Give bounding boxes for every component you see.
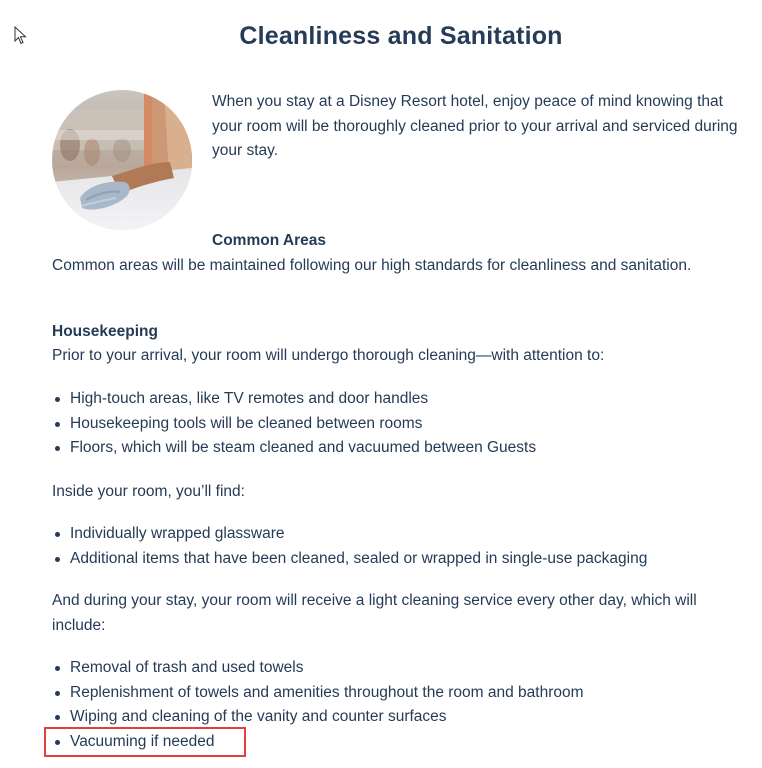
housekeeping-list (52, 387, 536, 461)
list-item: Individually wrapped glassware (52, 522, 647, 547)
bullet-icon (55, 422, 60, 427)
housekeeping-intro: Prior to your arrival, your room will undergo thorough cleaning—with attention to: (52, 347, 605, 364)
highlight-box (44, 727, 246, 757)
list-item: Removal of trash and used towels (52, 656, 584, 681)
bullet-icon (55, 397, 60, 402)
list-item: Additional items that have been cleaned, sealed or wrapped in single-use packaging (52, 547, 647, 572)
common-areas-text: Common areas will be maintained following our high standards for cleanliness and sanitation. (52, 257, 692, 274)
room-items-list (52, 522, 647, 571)
bullet-icon (55, 446, 60, 451)
intro-text: When you stay at a Disney Resort hotel, enjoy peace of mind knowing that your room will be thoroughly cleaned prior to your arrival and serviced during your stay. (212, 93, 738, 159)
bullet-icon (55, 715, 60, 720)
light-cleaning-intro: And during your stay, your room will receive a light cleaning service every other day, which will include: (52, 592, 697, 634)
common-areas-heading: Common Areas (212, 232, 326, 249)
bullet-icon (55, 691, 60, 696)
room-items-intro: Inside your room, you’ll find: (52, 483, 245, 500)
list-item: Floors, which will be steam cleaned and vacuumed between Guests (52, 436, 536, 461)
page-title: Cleanliness and Sanitation (239, 22, 563, 50)
list-item: Housekeeping tools will be cleaned between rooms (52, 412, 536, 437)
list-item: Wiping and cleaning of the vanity and counter surfaces (52, 705, 584, 730)
list-item: Replenishment of towels and amenities throughout the room and bathroom (52, 681, 584, 706)
bullet-icon (55, 557, 60, 562)
cleaning-photo (52, 90, 192, 230)
list-item: High-touch areas, like TV remotes and door handles (52, 387, 536, 412)
bullet-icon (55, 666, 60, 671)
housekeeping-heading: Housekeeping (52, 323, 158, 340)
bullet-icon (55, 532, 60, 537)
list-item-vacuuming: Vacuuming if needed (52, 730, 584, 755)
